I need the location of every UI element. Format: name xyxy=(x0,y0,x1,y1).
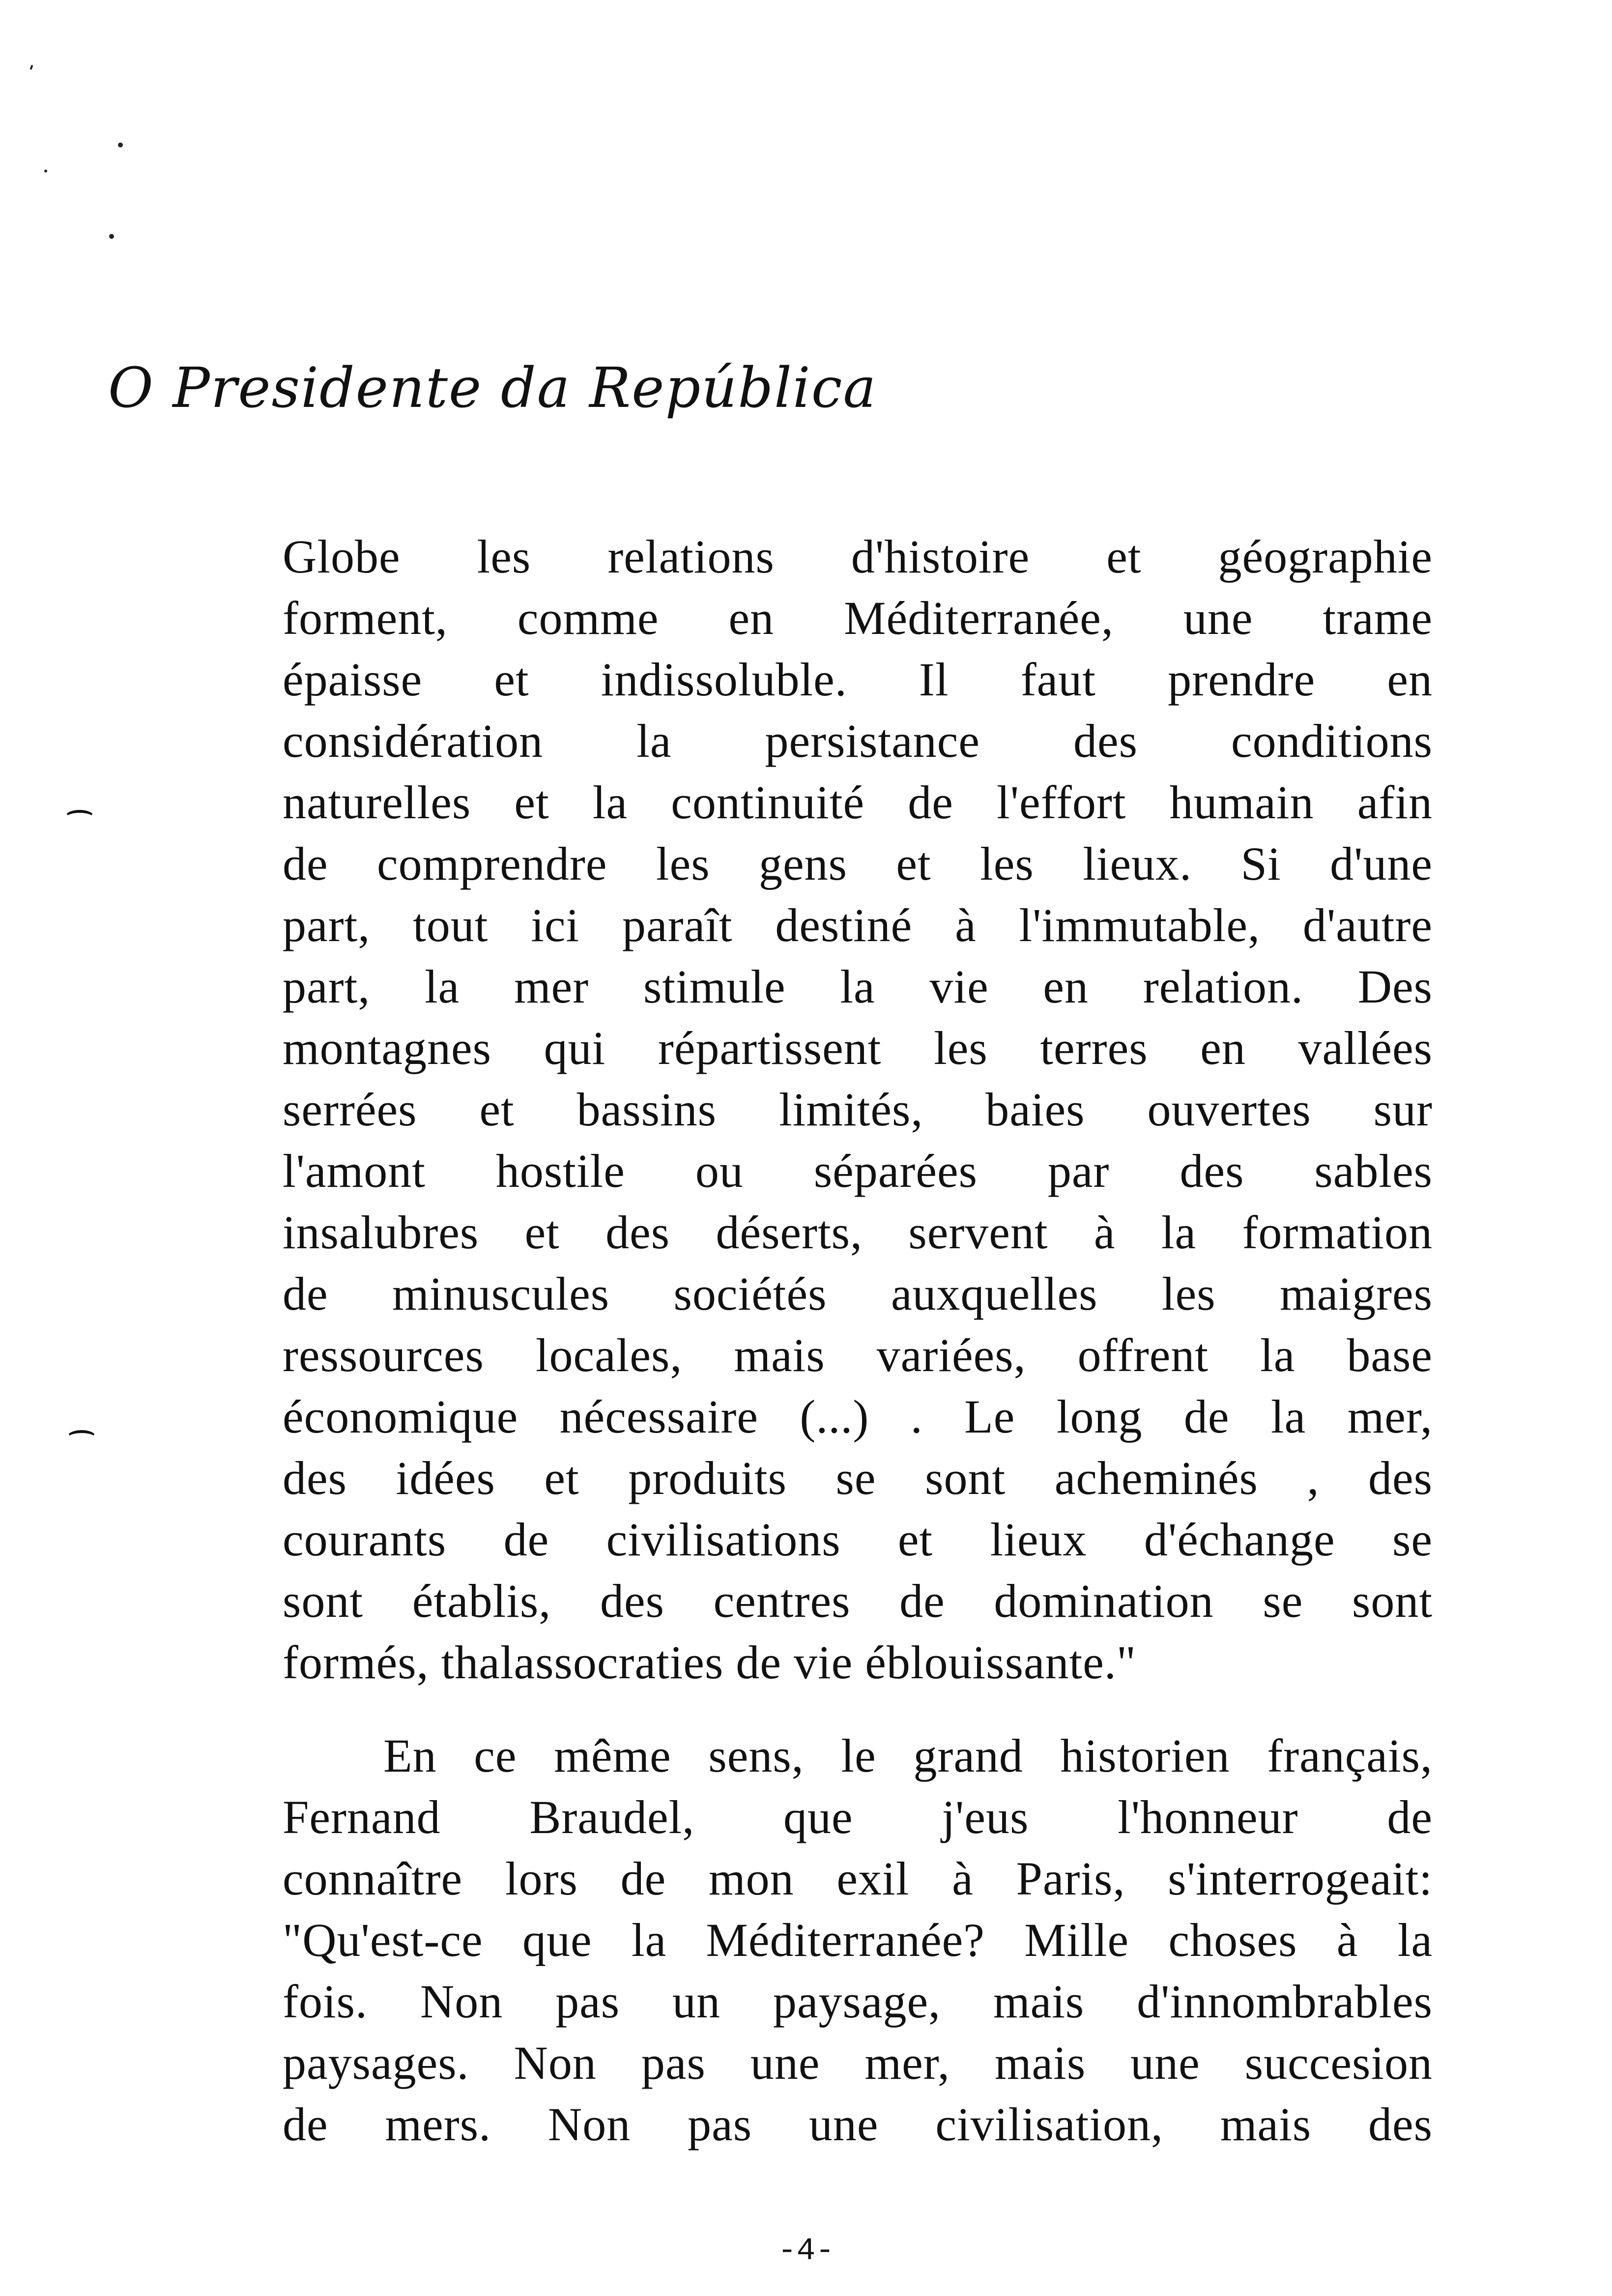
text-line: ressources locales, mais variées, offrent la base xyxy=(283,1329,1433,1381)
text-line: économique nécessaire (...) . Le long de la mer, xyxy=(283,1390,1433,1443)
text-line: forment, comme en Méditerranée, une trame xyxy=(283,592,1433,644)
text-line: naturelles et la continuité de l'effort humain afin xyxy=(283,776,1433,829)
text-line: épaisse et indissoluble. Il faut prendre en xyxy=(283,653,1433,706)
margin-mark xyxy=(67,1430,96,1445)
margin-mark xyxy=(65,810,94,825)
paragraph-1 xyxy=(283,526,1433,1693)
text-line: paysages. Non pas une mer, mais une succesion xyxy=(283,2037,1433,2089)
text-line: Fernand Braudel, que j'eus l'honneur de xyxy=(283,1791,1433,1843)
text-line: En ce même sens, le grand historien français, xyxy=(383,1729,1433,1782)
text-line: part, tout ici paraît destiné à l'immutable, d'autre xyxy=(283,899,1433,951)
scan-speck xyxy=(44,170,47,172)
text-line: sont établis, des centres de domination se sont xyxy=(283,1575,1433,1627)
document-body xyxy=(283,526,1433,2155)
text-line: Globe les relations d'histoire et géographie xyxy=(283,530,1433,583)
text-line: fois. Non pas un paysage, mais d'innombrables xyxy=(283,1975,1433,2028)
text-line: formés, thalassocraties de vie éblouissante." xyxy=(283,1636,1136,1689)
text-line: connaître lors de mon exil à Paris, s'interrogeait: xyxy=(283,1852,1433,1905)
text-line: serrées et bassins limités, baies ouvertes sur xyxy=(283,1083,1433,1136)
text-line: l'amont hostile ou séparées par des sables xyxy=(283,1145,1433,1197)
text-line: de mers. Non pas une civilisation, mais des xyxy=(283,2098,1433,2151)
text-line: de comprendre les gens et les lieux. Si d'une xyxy=(283,837,1433,890)
text-line: montagnes qui répartissent les terres en vallées xyxy=(283,1022,1433,1074)
paragraph-spacer xyxy=(283,1693,1433,1725)
page-number: -4- xyxy=(777,2234,835,2269)
letterhead-title: O Presidente da República xyxy=(108,356,877,420)
text-line: part, la mer stimule la vie en relation. Des xyxy=(283,960,1433,1013)
paragraph-2 xyxy=(283,1725,1433,2155)
text-line: courants de civilisations et lieux d'échange se xyxy=(283,1513,1433,1566)
scan-speck xyxy=(109,234,114,239)
text-line: des idées et produits se sont acheminés , des xyxy=(283,1452,1433,1504)
scan-speck xyxy=(29,65,33,70)
text-line: "Qu'est-ce que la Méditerranée? Mille choses à la xyxy=(283,1914,1433,1966)
text-line: insalubres et des déserts, servent à la formation xyxy=(283,1206,1433,1259)
scan-speck xyxy=(118,143,123,147)
text-line: de minuscules sociétés auxquelles les maigres xyxy=(283,1267,1433,1320)
text-line: considération la persistance des conditions xyxy=(283,715,1433,767)
